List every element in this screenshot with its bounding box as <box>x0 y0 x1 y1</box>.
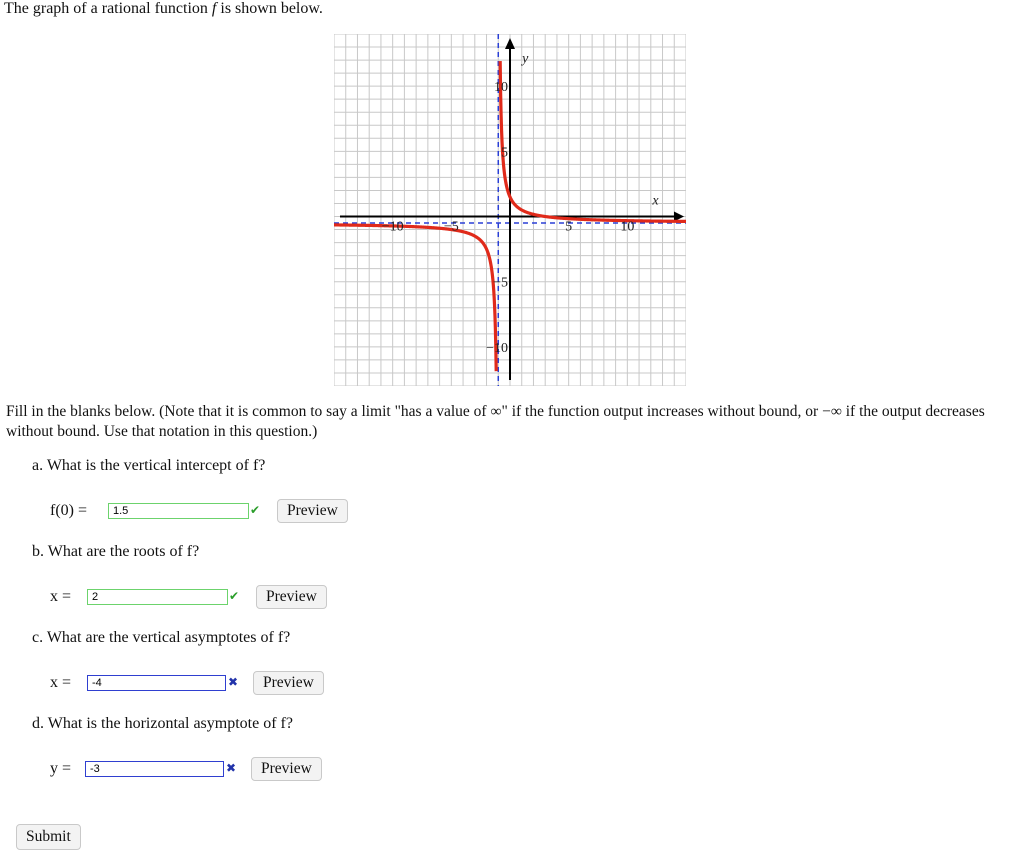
y-tick-label-neg5: −5 <box>493 275 508 291</box>
intro-text <box>4 0 323 18</box>
incorrect-cross-icon: ✖ <box>226 761 237 775</box>
preview-c-button[interactable]: Preview <box>253 671 324 695</box>
x-axis-label: x <box>652 193 659 209</box>
correct-check-icon: ✔ <box>229 589 240 603</box>
intro-after: is shown below. <box>216 0 323 17</box>
question-a-prompt: a. What is the vertical intercept of f? <box>32 457 266 474</box>
instructions-text: Fill in the blanks below. (Note that it is common to say a limit "has a value of ∞" if the function output increases without bound, or −∞ if the output decreases without bound. Use that notation in this question.) <box>6 403 985 440</box>
preview-a-button[interactable]: Preview <box>277 499 348 523</box>
y-axis-label: y <box>522 51 529 67</box>
y-tick-label-neg10: −10 <box>486 340 508 356</box>
question-b-prompt: b. What are the roots of f? <box>32 543 200 560</box>
question-b-lhs: x = <box>50 588 72 605</box>
preview-d-button[interactable]: Preview <box>251 757 322 781</box>
y-axis-arrow-icon <box>505 38 515 49</box>
intro-func: f <box>211 0 217 17</box>
answer-b-input[interactable]: 2 <box>87 589 228 605</box>
function-graph <box>334 34 686 386</box>
y-tick-label-5: 5 <box>501 145 508 161</box>
question-c-lhs: x = <box>50 674 72 691</box>
x-tick-label-10: 10 <box>620 219 635 235</box>
y-tick-label-10: 10 <box>494 80 508 96</box>
answer-c-input[interactable]: -4 <box>87 675 226 691</box>
question-d-lhs: y = <box>50 760 72 777</box>
question-d-prompt: d. What is the horizontal asymptote of f? <box>32 715 293 732</box>
incorrect-cross-icon: ✖ <box>228 675 239 689</box>
x-tick-label-neg10: −10 <box>381 219 404 235</box>
x-tick-label-5: 5 <box>565 219 573 235</box>
question-c-prompt: c. What are the vertical asymptotes of f? <box>32 629 291 646</box>
curve-left-branch <box>334 225 496 371</box>
preview-b-button[interactable]: Preview <box>256 585 327 609</box>
x-tick-label-neg5: −5 <box>443 219 459 235</box>
correct-check-icon: ✔ <box>250 503 261 517</box>
submit-button[interactable]: Submit <box>16 824 81 850</box>
answer-d-input[interactable]: -3 <box>85 761 224 777</box>
intro-before: The graph of a rational function <box>4 0 212 17</box>
answer-a-input[interactable]: 1.5 <box>108 503 249 519</box>
question-a-lhs: f(0) = <box>50 502 88 519</box>
